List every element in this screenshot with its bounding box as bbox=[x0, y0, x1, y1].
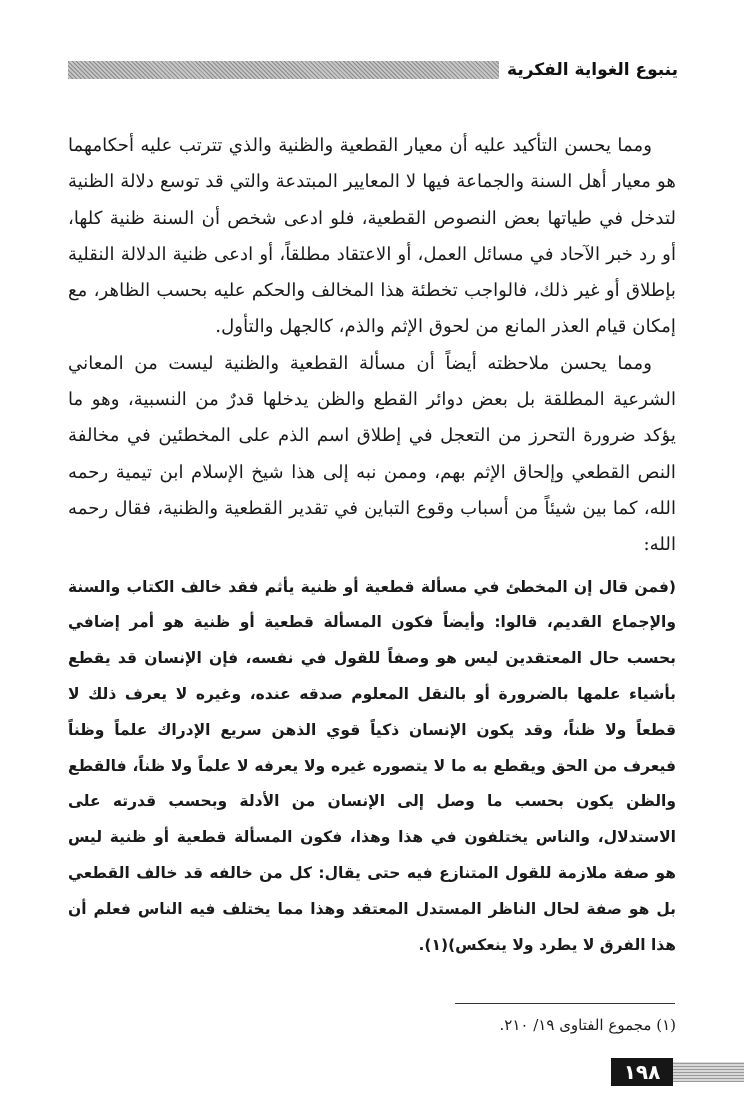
quotation: (فمن قال إن المخطئ في مسألة قطعية أو ظنية يأثم فقد خالف الكتاب والسنة والإجماع القديم، قالوا: وأيضاً فكون المسألة قطعية أو ظنية هو أمر إضافي بحسب حال المعتقدين ليس هو وصفاً للقول في نفسه، فإن الإنسان قد يقطع بأشياء علمها بالضرورة أو بالنقل المعلوم صدقه عنده، وغيره لا يعرف ذلك لا قطعاً ولا ظناً، وقد يكون الإنسان ذكياً قوي الذهن سريع الإدراك علماً وظناً فيعرف من الحق ويقطع به ما لا يتصوره غيره ولا يعرفه لا علماً ولا ظناً، فالقطع والظن يكون بحسب ما وصل إلى الإنسان من الأدلة وبحسب قدرته على الاستدلال، والناس يختلفون في هذا وهذا، فكون المسألة قطعية أو ظنية ليس هو صفة ملازمة للقول المتنازع فيه حتى يقال: كل من خالفه قد خالف القطعي بل هو صفة لحال الناظر المستدل المعتقد وهذا مما يختلف فيه الناس فعلم أن هذا الفرق لا يطرد ولا ينعكس)(١). bbox=[68, 577, 676, 954]
running-header bbox=[68, 58, 678, 82]
footnote-separator bbox=[455, 1003, 675, 1004]
paragraph-2: ومما يحسن ملاحظته أيضاً أن مسألة القطعية والظنية ليست من المعاني الشرعية المطلقة بل بعض دوائر القطع والظن يدخلها قدرٌ من النسبية، وهو ما يؤكد ضرورة التحرز من التعجل في إطلاق اسم الذم على المخطئين في مخالفة النص القطعي وإلحاق الإثم بهم، وممن نبه إلى هذا شيخ الإسلام ابن تيمية رحمه الله، كما بين شيئاً من أسباب وقوع التباين في تقدير القطعية والظنية، فقال رحمه الله: bbox=[68, 352, 676, 556]
main-text bbox=[68, 128, 676, 963]
footnote: (١) مجموع الفتاوى ١٩/ ٢١٠. bbox=[499, 1016, 676, 1034]
paragraph-1: ومما يحسن التأكيد عليه أن معيار القطعية والظنية والذي تترتب عليه أحكامهما هو معيار أهل السنة والجماعة فيها لا المعايير المبتدعة والتي قد توسع دلالة الظنية لتدخل في طياتها بعض النصوص القطعية، فلو ادعى شخص أن السنة ظنية كلها، أو رد خبر الآحاد في مسائل العمل، أو الاعتقاد مطلقاً، أو ادعى ظنية الدلالة النقلية بإطلاق أو غير ذلك، فالواجب تخطئة هذا المخالف والحكم عليه بحسب الظاهر، مع إمكان قيام العذر المانع من لحوق الإثم والذم، كالجهل والتأول. bbox=[68, 135, 676, 338]
page-number: ١٩٨ bbox=[611, 1058, 673, 1086]
header-decorative-band bbox=[68, 61, 499, 79]
page-number-stripe bbox=[673, 1062, 744, 1082]
book-title: ينبوع الغواية الفكرية bbox=[507, 60, 678, 80]
